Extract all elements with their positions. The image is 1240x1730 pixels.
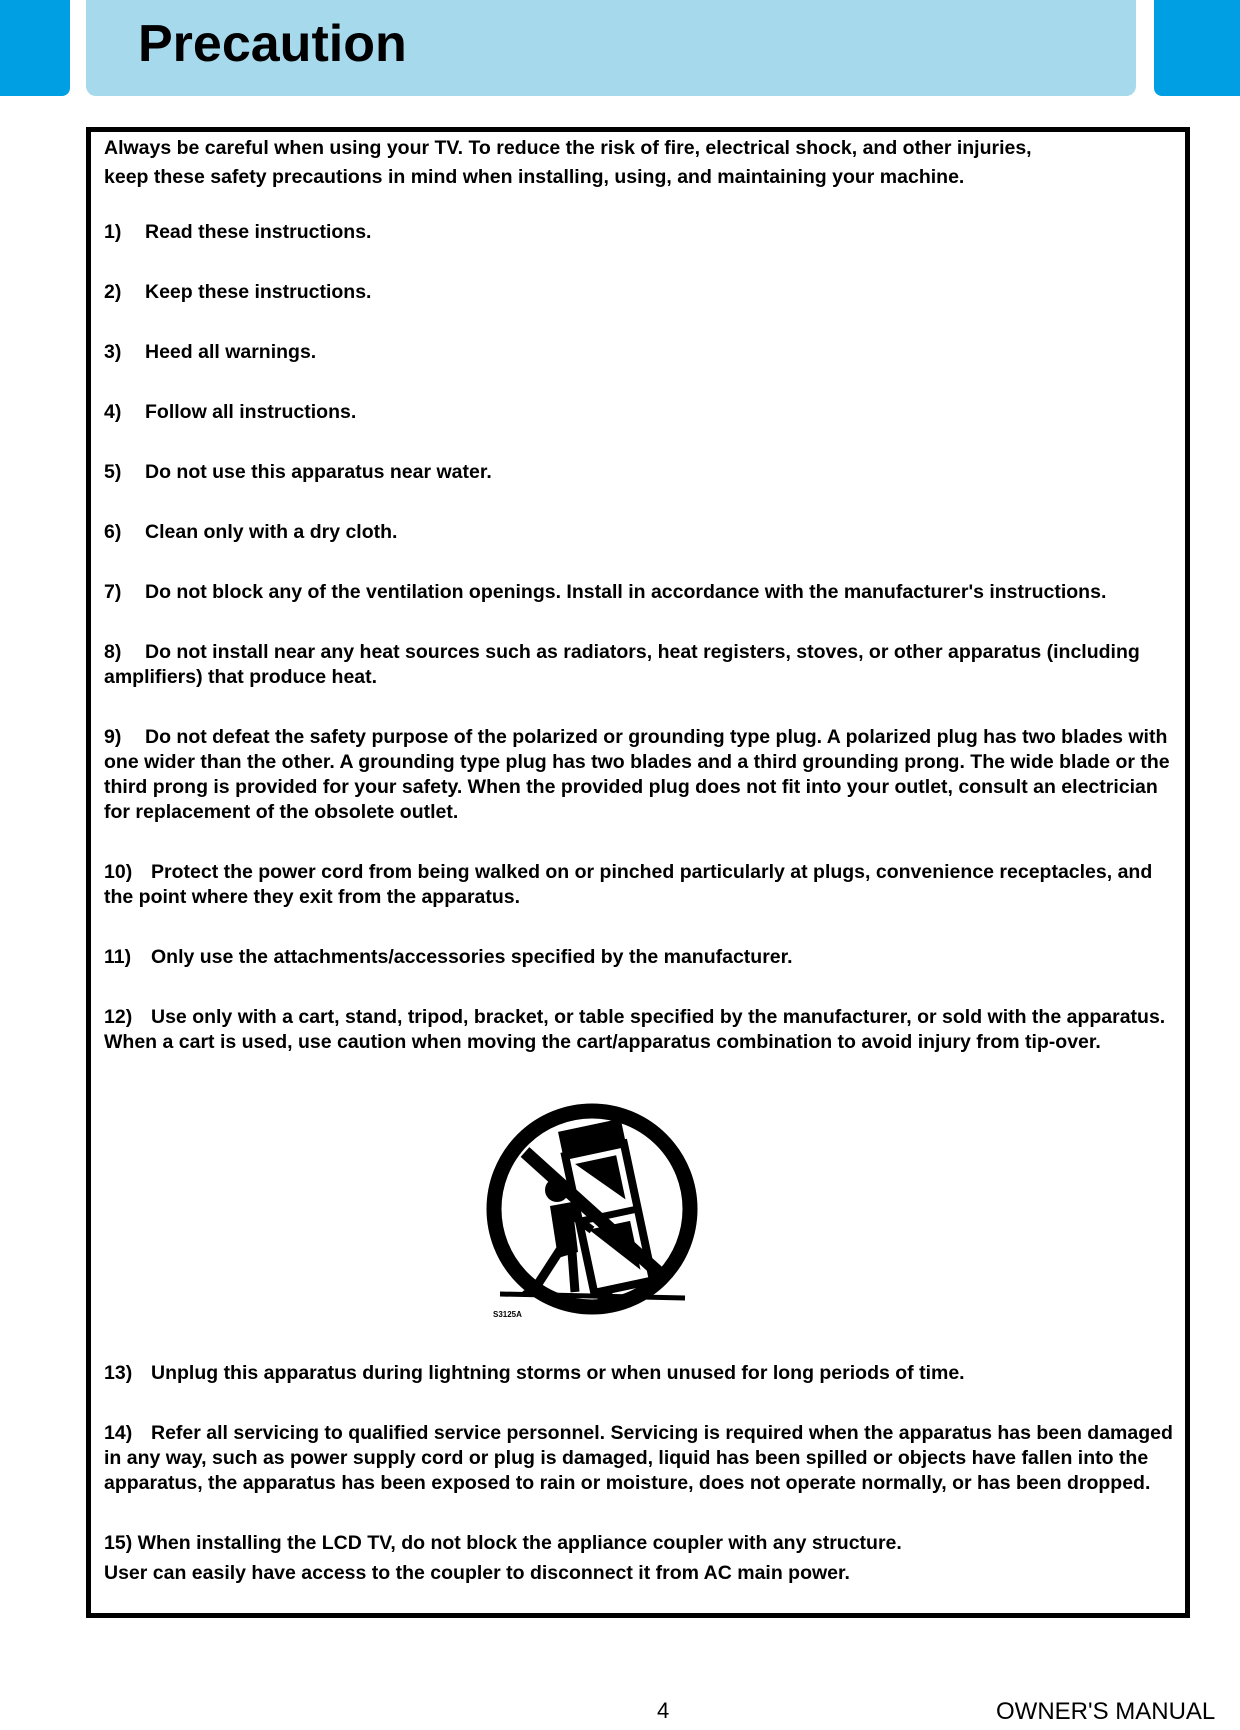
cart-tip-over-warning-icon — [480, 1102, 720, 1327]
precaution-item-15-line-1: 15) When installing the LCD TV, do not block the appliance coupler with any structure. — [104, 1532, 902, 1554]
intro-line-1: Always be careful when using your TV. To reduce the risk of fire, electrical shock, and other injuries, — [104, 137, 1032, 159]
precautions-content — [104, 136, 1184, 1586]
precaution-item-15-line-2: User can easily have access to the coupler to disconnect it from AC main power. — [104, 1562, 850, 1584]
precaution-item-12: 12) Use only with a cart, stand, tripod, bracket, or table specified by the manufacturer, or sold with the apparatus. When a cart is used, use caution when moving the cart/apparatus combination to avoid injury from tip-over. — [104, 1006, 1166, 1053]
precaution-item-5: 5) Do not use this apparatus near water. — [104, 461, 492, 483]
precaution-item-13: 13) Unplug this apparatus during lightning storms or when unused for long periods of time. — [104, 1362, 965, 1384]
precaution-item-3: 3) Heed all warnings. — [104, 341, 317, 363]
header-left-block — [0, 0, 70, 96]
precaution-item-9: 9) Do not defeat the safety purpose of the polarized or grounding type plug. A polarized plug has two blades with one wider than the other. A grounding type plug has two blades and a third grounding prong. The wide blade or the third prong is provided for your safety. When the provided plug does not fit into your outlet, consult an electrician for replacement of the obsolete outlet. — [104, 726, 1170, 823]
precaution-item-10: 10) Protect the power cord from being walked on or pinched particularly at plugs, convenience receptacles, and the point where they exit from the apparatus. — [104, 861, 1153, 908]
intro-line-2: keep these safety precautions in mind when installing, using, and maintaining your machine. — [104, 166, 965, 188]
precaution-item-6: 6) Clean only with a dry cloth. — [104, 521, 398, 543]
page-number: 4 — [657, 1698, 670, 1723]
precaution-item-1: 1) Read these instructions. — [104, 221, 372, 243]
precaution-item-14: 14) Refer all servicing to qualified service personnel. Servicing is required when the apparatus has been damaged in any way, such as power supply cord or plug is damaged, liquid has been spilled or objects have fallen into the apparatus, the apparatus has been exposed to rain or moisture, does not operate normally, or has been dropped. — [104, 1422, 1173, 1494]
precaution-item-8: 8) Do not install near any heat sources such as radiators, heat registers, stoves, or other apparatus (including amplifiers) that produce heat. — [104, 641, 1140, 688]
precaution-item-7: 7) Do not block any of the ventilation openings. Install in accordance with the manufacturer's instructions. — [104, 581, 1107, 603]
precaution-item-11: 11) Only use the attachments/accessories specified by the manufacturer. — [104, 946, 793, 968]
precaution-item-2: 2) Keep these instructions. — [104, 281, 372, 303]
figure-caption: S3125A — [493, 1310, 522, 1319]
page-title: Precaution — [138, 15, 407, 73]
precaution-item-4: 4) Follow all instructions. — [104, 401, 357, 423]
footer-label: OWNER'S MANUAL — [996, 1698, 1216, 1725]
header-right-block — [1154, 0, 1240, 96]
